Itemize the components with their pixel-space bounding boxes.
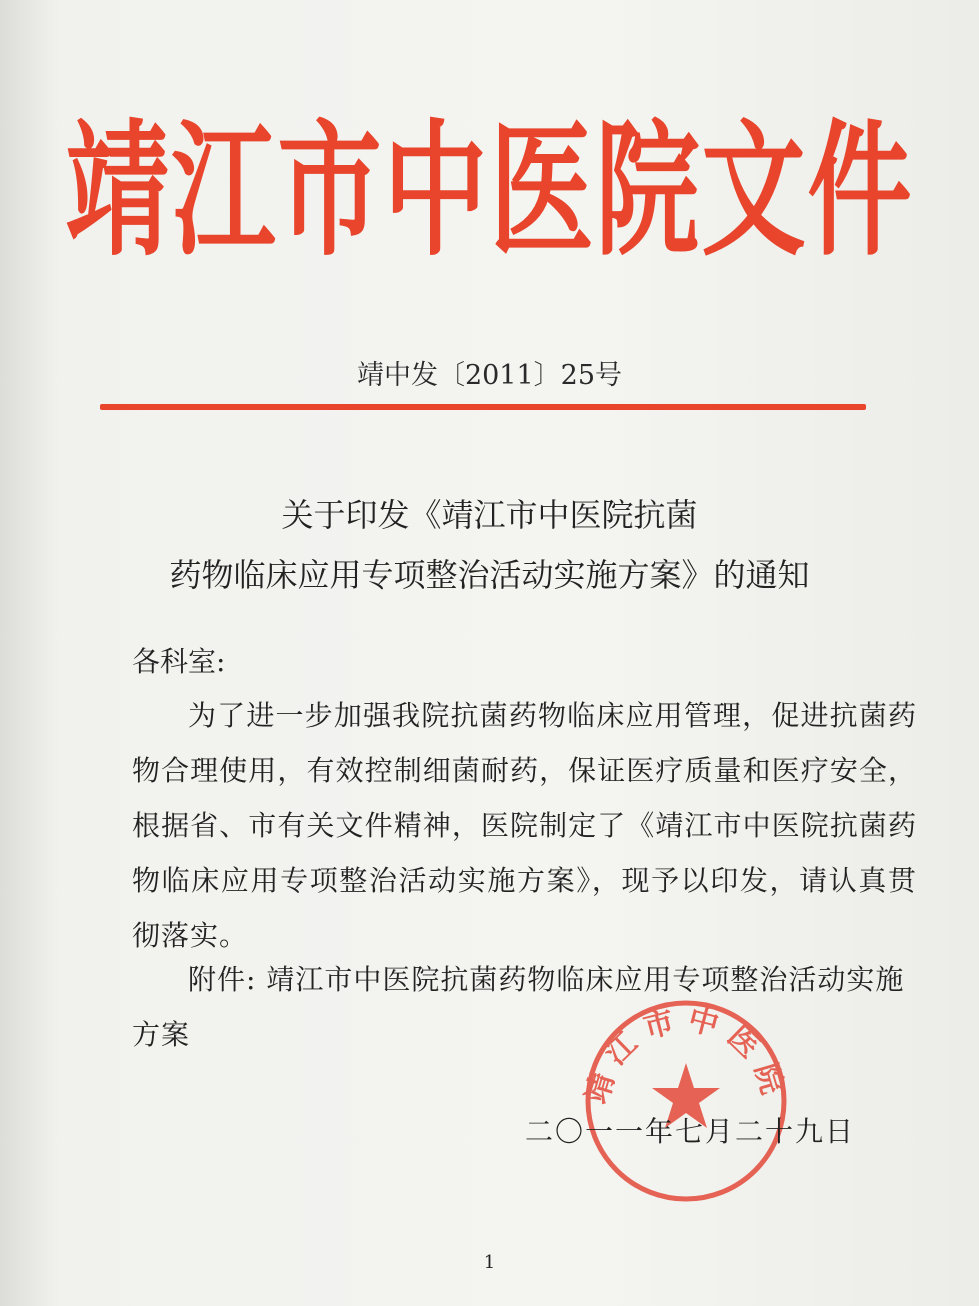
notice-title-line-2: 药物临床应用专项整治活动实施方案》的通知 xyxy=(169,556,810,594)
document-header-title: 靖江市中医院文件 xyxy=(65,105,914,277)
attachment-line: 附件: 靖江市中医院抗菌药物临床应用专项整治活动实施方案 xyxy=(132,963,905,1051)
salutation: 各科室: xyxy=(132,645,226,678)
header-divider xyxy=(100,404,866,410)
notice-title-line-1: 关于印发《靖江市中医院抗菌 xyxy=(281,496,698,534)
seal-text: 靖江市中医院 xyxy=(580,1001,792,1108)
page-number: 1 xyxy=(483,1252,496,1273)
official-seal xyxy=(580,998,792,1204)
notice-body: 为了进一步加强我院抗菌药物临床应用管理，促进抗菌药物合理使用，有效控制细菌耐药，保证医疗质量和医疗安全，根据省、市有关文件精神，医院制定了《靖江市中医院抗菌药物临床应用专项整治活动实施方案》，现予以印发，请认真贯彻落实。 xyxy=(132,699,917,952)
issue-date: 二〇一一年七月二十九日 xyxy=(525,1115,856,1148)
document-number: 靖中发〔2011〕25号 xyxy=(356,360,623,391)
